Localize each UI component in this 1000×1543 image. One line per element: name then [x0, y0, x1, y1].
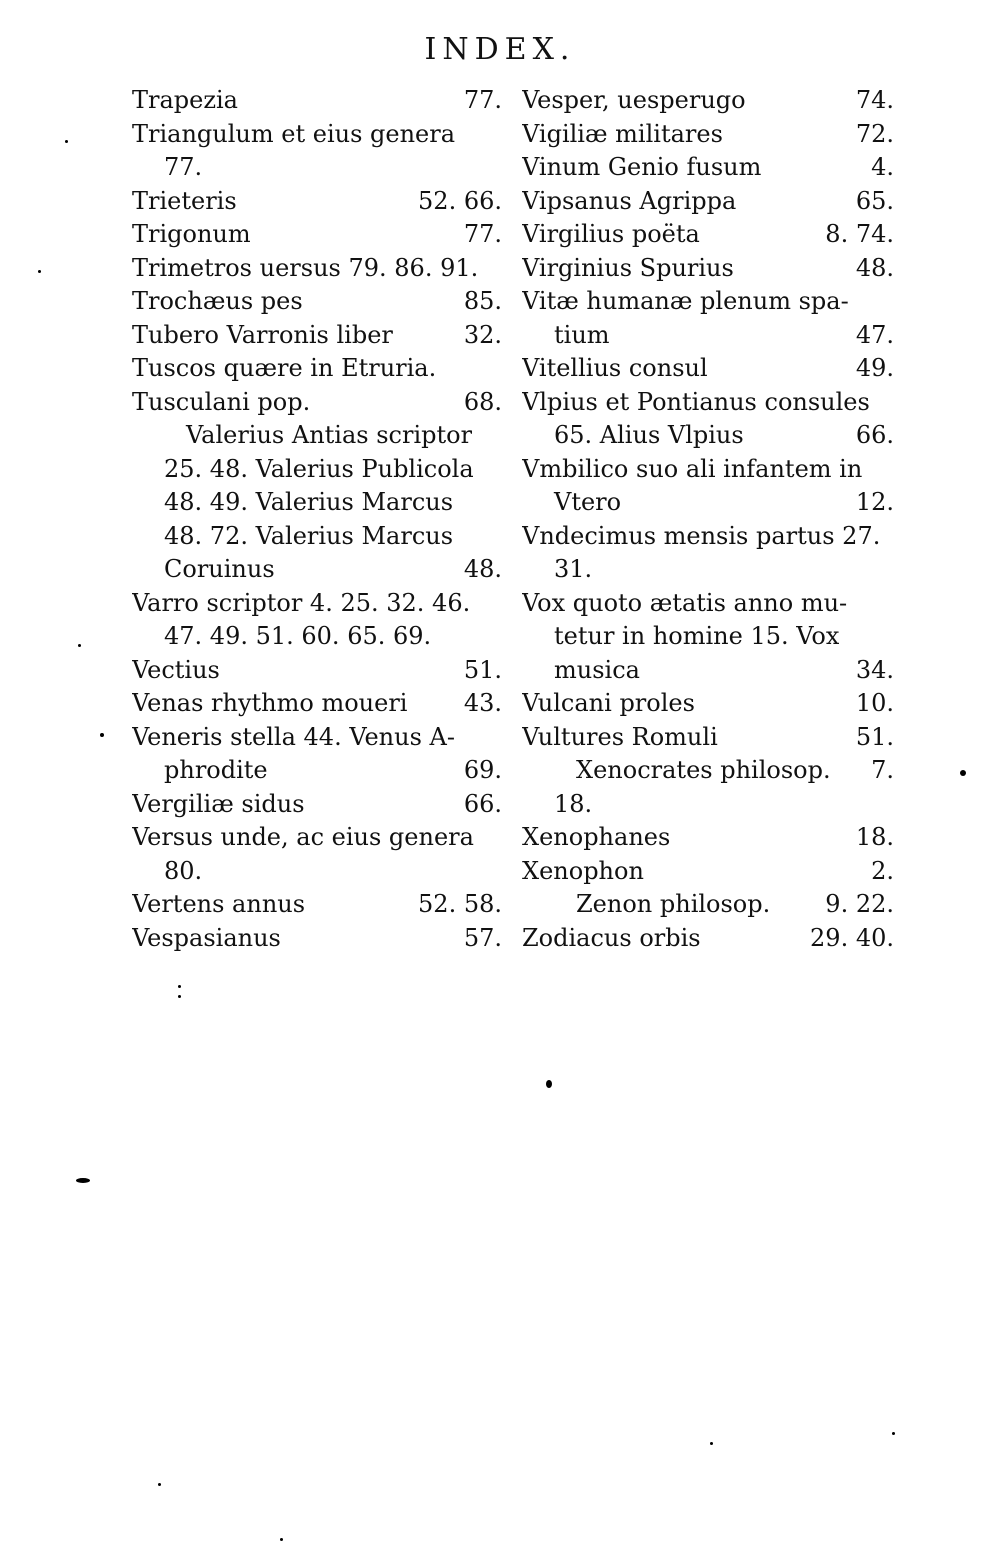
index-entry-text: Triangulum et eius genera [132, 119, 456, 148]
index-entry-pages [888, 453, 894, 487]
index-entry [522, 118, 894, 152]
index-entry-pages: 52. 66. [418, 186, 502, 215]
index-entry-pages: 4. [871, 153, 894, 181]
index-entry [132, 352, 502, 386]
index-entry [132, 151, 502, 185]
index-entry-text: Virginius Spurius [522, 253, 734, 282]
index-entry [522, 352, 894, 386]
index-entry [522, 922, 894, 956]
index-entry-text: 18. [554, 789, 593, 818]
index-entry-pages [496, 118, 502, 152]
index-entry-text: Xenophanes [522, 823, 671, 851]
index-entry-text: 48. 49. Valerius Marcus [164, 488, 454, 516]
index-entry-pages [496, 151, 502, 185]
index-entry-text: Vesper, uesperugo [522, 86, 746, 114]
index-entry-pages [496, 855, 502, 889]
index-entry [132, 319, 502, 353]
index-entry-text: 31. [554, 555, 593, 583]
index-entry-pages: 57. [463, 923, 502, 952]
index-entry-text: Trapezia [132, 86, 238, 114]
ink-speck [100, 733, 104, 737]
index-entry [132, 788, 502, 822]
ink-speck [65, 140, 68, 143]
index-entry-pages: 48. [463, 555, 502, 583]
ink-speck [178, 985, 181, 988]
index-entry-pages: 43. [463, 689, 502, 717]
index-entry-pages: 77. [463, 86, 502, 114]
index-entry [132, 520, 502, 554]
index-entry-pages: 74. [855, 86, 894, 114]
index-entry-text: Tuscos quære in Etruria. [132, 354, 437, 382]
index-entry-pages: 29. 40. [810, 923, 894, 952]
index-entry [522, 888, 894, 922]
index-entry-text: Vndecimus mensis partus 27. [522, 521, 881, 550]
index-entry-pages: 66. [855, 421, 894, 449]
index-entry-text: Tubero Varronis liber [132, 320, 393, 349]
index-entry-pages: 32. [463, 320, 502, 349]
index-entry-text: Versus unde, ac eius genera [132, 823, 474, 851]
index-entry [132, 285, 502, 319]
index-entry-text: Vitæ humanæ plenum spa- [522, 287, 849, 315]
index-entry [132, 486, 502, 520]
index-entry-pages: 2. [871, 856, 894, 885]
ink-speck [78, 644, 81, 647]
index-entry-text: 80. [164, 856, 203, 885]
index-entry-pages: 85. [463, 287, 502, 315]
index-entry-pages [496, 620, 502, 654]
index-entry [522, 721, 894, 755]
index-entry [522, 84, 894, 118]
index-entry-text: Vulcani proles [522, 689, 695, 717]
index-entry-text: Vtero [554, 488, 622, 516]
index-entry [132, 754, 502, 788]
index-entry-text: Zodiacus orbis [522, 923, 701, 952]
index-entry-text: Vipsanus Agrippa [522, 186, 737, 215]
index-entry-text: Vultures Romuli [522, 722, 718, 751]
index-entry-pages: 8. 74. [825, 220, 894, 248]
index-entry-pages [496, 821, 502, 855]
index-entry-text: Virgilius poëta [522, 220, 700, 248]
index-entry-text: Vmbilico suo ali infantem in [522, 454, 863, 483]
index-entry [132, 553, 502, 587]
index-entry-pages [888, 620, 894, 654]
index-entry-pages [888, 520, 894, 554]
ink-speck [158, 1483, 161, 1486]
index-entry [522, 419, 894, 453]
index-entry-text: Vespasianus [132, 923, 281, 952]
index-entry [522, 654, 894, 688]
index-entry-text: Veneris stella 44. Venus A- [132, 722, 455, 751]
ink-speck [710, 1442, 713, 1445]
index-entry [522, 319, 894, 353]
index-entry-text: Valerius Antias scriptor [186, 421, 473, 449]
ink-speck [892, 1432, 895, 1435]
index-entry [522, 453, 894, 487]
index-entry [522, 620, 894, 654]
index-entry-pages: 66. [463, 789, 502, 818]
index-entry-text: Vinum Genio fusum [522, 153, 762, 181]
index-entry-pages: 9. 22. [825, 890, 894, 918]
index-entry-pages [888, 553, 894, 587]
index-entry [522, 788, 894, 822]
index-entry-text: Xenocrates philosop. [576, 756, 831, 784]
index-entry-pages: 65. [855, 186, 894, 215]
index-entry-pages [888, 587, 894, 621]
index-entry [132, 84, 502, 118]
index-entry-text: Vitellius consul [522, 354, 708, 382]
index-entry-pages [496, 486, 502, 520]
ink-speck [960, 770, 966, 776]
index-entry-text: Tusculani pop. [132, 387, 311, 416]
index-entry-text: Varro scriptor 4. 25. 32. 46. [132, 588, 471, 617]
index-entry [132, 687, 502, 721]
index-entry-text: 47. 49. 51. 60. 65. 69. [164, 622, 432, 650]
index-entry [132, 453, 502, 487]
index-entry-pages: 51. [463, 655, 502, 684]
index-entry [522, 218, 894, 252]
index-entry-pages [496, 352, 502, 386]
index-entry-pages [888, 788, 894, 822]
index-entry-pages: 7. [871, 756, 894, 784]
index-entry [522, 185, 894, 219]
index-entry [132, 185, 502, 219]
page-title: INDEX. [424, 32, 576, 67]
index-entry-text: Vertens annus [132, 890, 306, 918]
ink-speck [178, 995, 181, 998]
index-entry-text: Vectius [132, 655, 220, 684]
index-entry-text: Trigonum [132, 220, 251, 248]
index-entry [132, 888, 502, 922]
index-entry [132, 419, 502, 453]
index-entry-pages [496, 453, 502, 487]
index-entry-text: phrodite [164, 756, 268, 784]
index-entry-pages [496, 587, 502, 621]
index-entry [132, 252, 502, 286]
index-entry-pages: 77. [463, 220, 502, 248]
index-entry-pages: 72. [855, 119, 894, 148]
index-entry [522, 855, 894, 889]
index-entry-text: Vergiliæ sidus [132, 789, 305, 818]
index-entry-text: 77. [164, 153, 203, 181]
index-entry-text: Vlpius et Pontianus consules [522, 387, 870, 416]
index-entry [132, 855, 502, 889]
index-entry-pages [496, 252, 502, 286]
index-entry-pages: 47. [855, 320, 894, 349]
index-entry-text: tium [554, 320, 610, 349]
index-entry-pages [496, 419, 502, 453]
index-entry-pages [888, 386, 894, 420]
index-entry-pages [888, 285, 894, 319]
index-entry-pages: 10. [855, 689, 894, 717]
index-entry-pages [496, 520, 502, 554]
index-entry [522, 151, 894, 185]
index-entry-pages [496, 721, 502, 755]
index-entry [522, 553, 894, 587]
ink-speck [280, 1538, 283, 1541]
index-entry-pages: 49. [855, 354, 894, 382]
index-entry [522, 520, 894, 554]
index-entry [132, 721, 502, 755]
index-entry [132, 654, 502, 688]
index-entry [522, 386, 894, 420]
index-entry [522, 252, 894, 286]
index-entry-text: Vigiliæ militares [522, 119, 723, 148]
index-entry-text: Vox quoto ætatis anno mu- [522, 588, 848, 617]
index-column-right [522, 84, 894, 955]
index-entry-text: Xenophon [522, 856, 644, 885]
ink-speck [76, 1178, 90, 1183]
index-entry-text: 65. Alius Vlpius [554, 421, 744, 449]
index-entry [522, 687, 894, 721]
index-entry-pages: 12. [855, 488, 894, 516]
index-entry [132, 587, 502, 621]
index-entry-pages: 51. [855, 722, 894, 751]
index-entry-pages: 18. [855, 823, 894, 851]
index-entry [132, 620, 502, 654]
index-entry-text: Coruinus [164, 555, 275, 583]
index-entry-text: Trimetros uersus 79. 86. 91. [132, 253, 479, 282]
index-entry [132, 218, 502, 252]
index-entry-text: 48. 72. Valerius Marcus [164, 521, 454, 550]
index-entry-text: musica [554, 655, 640, 684]
index-entry-pages: 69. [463, 756, 502, 784]
index-entry-text: Trieteris [132, 186, 237, 215]
index-entry-pages: 52. 58. [418, 890, 502, 918]
index-entry [522, 587, 894, 621]
index-column-left [132, 84, 502, 955]
index-entry [132, 821, 502, 855]
index-entry [132, 118, 502, 152]
index-entry-pages: 48. [855, 253, 894, 282]
index-entry [522, 486, 894, 520]
index-entry-text: Trochæus pes [132, 287, 303, 315]
index-entry-text: Zenon philosop. [576, 890, 771, 918]
ink-speck [38, 270, 41, 273]
index-entry [132, 922, 502, 956]
index-entry-pages: 68. [463, 387, 502, 416]
index-entry [522, 821, 894, 855]
index-entry-text: 25. 48. Valerius Publicola [164, 454, 474, 483]
index-entry [522, 285, 894, 319]
ink-speck [546, 1080, 552, 1088]
index-entry [522, 754, 894, 788]
index-entry [132, 386, 502, 420]
index-entry-text: tetur in homine 15. Vox [554, 622, 840, 650]
index-entry-text: Venas rhythmo moueri [132, 689, 408, 717]
index-entry-pages: 34. [855, 655, 894, 684]
